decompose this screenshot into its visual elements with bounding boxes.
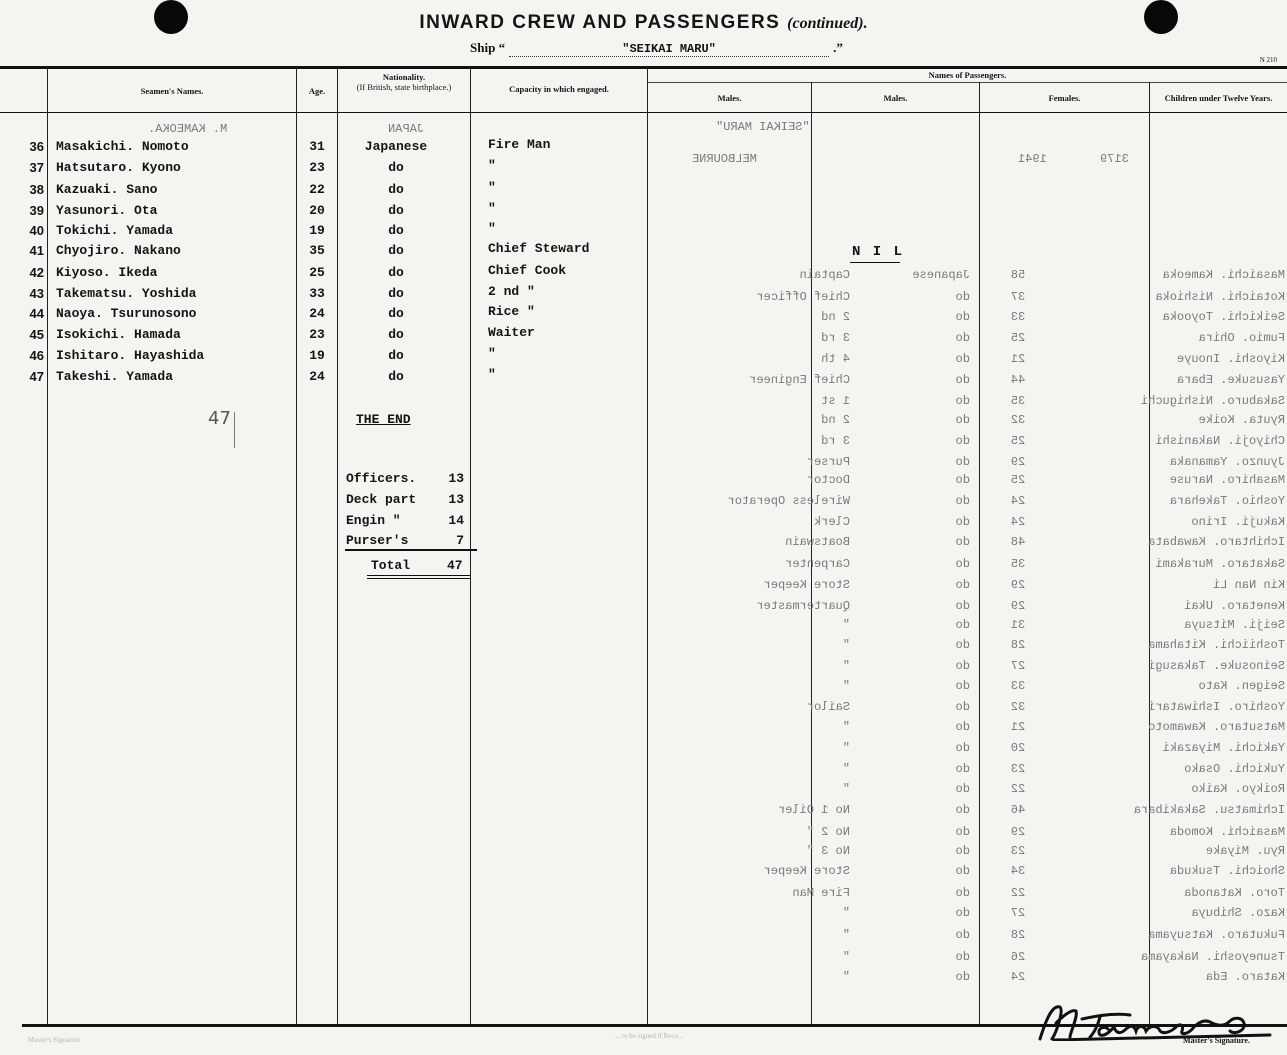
bleed-nat: do [955, 578, 970, 592]
bleed-nat: do [955, 720, 970, 734]
bleed-age: 46 [1010, 803, 1026, 817]
bleed-nat: do [955, 782, 970, 796]
bleed-capacity: Store Keeper [763, 864, 850, 878]
summary-value: 14 [448, 513, 464, 528]
header-age: Age. [308, 86, 326, 96]
bleed-capacity: Boatswain [785, 535, 850, 549]
bleed-age: 27 [1010, 659, 1026, 673]
bleed-top-left: M. KAMEOKA. [148, 122, 228, 136]
form-number: N 210 [1259, 56, 1277, 64]
bleed-capacity: Carpenter [785, 557, 850, 571]
col-divider-females [979, 82, 980, 1024]
bleed-age: 22 [1010, 886, 1026, 900]
bleed-capacity: 2 nd [821, 413, 850, 427]
bleed-age: 28 [1010, 928, 1026, 942]
bleed-age: 33 [1010, 679, 1026, 693]
crew-name: Chyojiro. Nakano [56, 243, 181, 258]
handwritten-note-text: 47 [208, 408, 231, 429]
bleed-name: Shoichi. Tsukuda [1169, 864, 1285, 878]
bleed-age: 58 [1010, 268, 1026, 282]
bleed-capacity: " [842, 928, 850, 942]
crew-capacity: 2 nd " [488, 284, 535, 299]
header-names: Seamen's Names. [140, 86, 204, 96]
bleed-capacity: Clerk [813, 515, 850, 529]
bleed-name: Yakichi. Miyazaki [1162, 741, 1285, 755]
bleed-capacity: 3 rd [821, 434, 850, 448]
bleed-nat: do [955, 928, 970, 942]
summary-value: 13 [448, 492, 464, 507]
total-value: 47 [447, 558, 463, 573]
signature-label: Master's Signature. [1183, 1036, 1250, 1045]
header-bottom-rule [0, 112, 1287, 113]
bleed-capacity: 2 nd [821, 310, 850, 324]
bleed-nat: do [955, 473, 970, 487]
bleed-age: 29 [1010, 599, 1026, 613]
crew-name: Takeshi. Yamada [56, 369, 174, 384]
bleed-age: 23 [1010, 762, 1026, 776]
bleed-age: 44 [1010, 373, 1026, 387]
crew-row-number: 42 [29, 265, 44, 280]
bleed-nat: do [955, 741, 970, 755]
bleed-capacity: 4 th [821, 352, 850, 366]
bleed-top-ship: "SEIKAI MARU" [716, 120, 810, 134]
bleed-age: 37 [1010, 290, 1026, 304]
bleed-age: 29 [1010, 455, 1026, 469]
crew-nationality: do [388, 223, 404, 238]
bleed-capacity: Doctor [806, 473, 850, 487]
crew-age: 25 [309, 265, 325, 280]
bleed-nat: do [955, 352, 970, 366]
crew-name: Isokichi. Hamada [56, 327, 181, 342]
bleed-nat: do [955, 618, 970, 632]
bleed-capacity: " [842, 970, 850, 984]
bleed-capacity: Purser [806, 455, 850, 469]
crew-age: 22 [309, 182, 325, 197]
bleed-age: 31 [1010, 618, 1026, 632]
bleed-capacity: " [842, 638, 850, 652]
crew-name: Naoya. Tsurunosono [56, 306, 197, 321]
bleed-nat: do [955, 762, 970, 776]
crew-row-number: 37 [29, 160, 44, 175]
summary-label: Purser's [346, 533, 409, 548]
bleed-nat: do [955, 434, 970, 448]
bleed-age: 35 [1010, 557, 1026, 571]
header-males-2: Males. [883, 93, 908, 103]
bleed-nat: do [955, 515, 970, 529]
bleed-name: Roikyo. Kaiko [1191, 782, 1285, 796]
bleed-name: Kakuji. Irino [1191, 515, 1285, 529]
bleed-nat: do [955, 557, 970, 571]
bleed-name: Kin Nan Li [1212, 578, 1285, 592]
summary-label: Officers. [346, 471, 417, 486]
the-end: THE END [356, 412, 411, 427]
bleed-age: 32 [1010, 700, 1026, 714]
header-passengers: Names of Passengers. [928, 70, 1007, 80]
crew-name: Takematsu. Yoshida [56, 286, 197, 301]
bleed-nat: do [955, 906, 970, 920]
header-children: Children under Twelve Years. [1164, 93, 1273, 103]
bleed-nat: do [955, 679, 970, 693]
bleed-name: Seinosuke. Takasugi [1148, 659, 1285, 673]
bleed-name: Masaichi. Komoda [1169, 825, 1285, 839]
crew-nationality: do [388, 160, 404, 175]
bleed-capacity: Quartermaster [756, 599, 850, 613]
bleed-nat: Japanese [912, 268, 970, 282]
crew-nationality: Japanese [364, 139, 428, 154]
bleed-name: Masahiro. Naruse [1169, 473, 1285, 487]
total-underline-1 [367, 575, 471, 576]
summary-value: 13 [448, 471, 464, 486]
bleed-capacity: Chief Officer [756, 290, 850, 304]
crew-name: Kiyoso. Ikeda [56, 265, 158, 280]
bleed-name: Seikichi. Toyooka [1162, 310, 1285, 324]
bleed-name: Seiji. Mitsuya [1184, 618, 1285, 632]
crew-nationality: do [388, 327, 404, 342]
crew-name: Hatsutaro. Kyono [56, 160, 181, 175]
col-divider-children [1149, 82, 1150, 1024]
bleed-top-nat: JAPAN [388, 122, 425, 136]
bleed-capacity: " [842, 782, 850, 796]
bleed-age: 48 [1010, 535, 1026, 549]
bleed-age: 25 [1010, 434, 1026, 448]
crew-age: 19 [309, 348, 325, 363]
crew-nationality: do [388, 203, 404, 218]
crew-nationality: do [388, 286, 404, 301]
bleed-name: Fumio. Ohira [1198, 331, 1285, 345]
crew-capacity: Waiter [488, 325, 535, 340]
crew-capacity: " [488, 180, 496, 195]
crew-capacity: Fire Man [488, 137, 551, 152]
bleed-name: Ichimatsu. Sakakibara [1133, 803, 1285, 817]
crew-capacity: " [488, 201, 496, 216]
col-divider-age [296, 68, 297, 1024]
total-underline-2 [367, 578, 471, 579]
ship-close-quote: .” [833, 40, 843, 55]
crew-row-number: 41 [29, 243, 44, 258]
summary-value: 7 [456, 533, 464, 548]
bleed-nat: do [955, 394, 970, 408]
crew-row-number: 46 [29, 348, 44, 363]
crew-age: 31 [309, 139, 325, 154]
bleed-name: Fukutaro. Katsuyama [1148, 928, 1285, 942]
bleed-age: 25 [1010, 331, 1026, 345]
bleed-capacity: Fire Man [792, 886, 850, 900]
bleed-capacity: " [842, 741, 850, 755]
bleed-number: 3179 [1100, 152, 1129, 166]
bleed-nat: do [955, 310, 970, 324]
crew-nationality: do [388, 348, 404, 363]
faint-footer-center: ... to be signed if Reco... [615, 1032, 684, 1040]
crew-row-number: 38 [29, 182, 44, 197]
bleed-age: 34 [1010, 864, 1026, 878]
bleed-age: 25 [1010, 473, 1026, 487]
crew-age: 19 [309, 223, 325, 238]
crew-row-number: 47 [29, 369, 44, 384]
bleed-name: Sakaburo. Nishiguchi [1140, 394, 1285, 408]
nil-marker: N I L [852, 244, 905, 260]
bleed-year: 1941 [1018, 152, 1047, 166]
crew-row-number: 44 [29, 306, 44, 321]
bleed-capacity: " [842, 720, 850, 734]
crew-row-number: 45 [29, 327, 44, 342]
bleed-age: 26 [1010, 950, 1026, 964]
header-nationality [338, 72, 470, 92]
crew-row-number: 36 [29, 139, 44, 154]
table-top-rule [0, 66, 1287, 69]
col-divider-nationality [337, 68, 338, 1024]
bleed-name: Kenetaro. Ukai [1184, 599, 1285, 613]
summary-label: Engin " [346, 513, 401, 528]
crew-age: 35 [309, 243, 325, 258]
crew-age: 24 [309, 306, 325, 321]
bleed-capacity: No 3 " [806, 844, 850, 858]
crew-row-number: 39 [29, 203, 44, 218]
bleed-name: Yasusuke. Ebara [1176, 373, 1285, 387]
bleed-capacity: " [842, 618, 850, 632]
total-label: Total [371, 558, 411, 573]
crew-name: Ishitaro. Hayashida [56, 348, 205, 363]
crew-capacity: " [488, 158, 496, 173]
passenger-subheader-rule [648, 82, 1287, 83]
bleed-name: Ryuta. Koike [1198, 413, 1285, 427]
crew-capacity: Chief Steward [488, 241, 590, 256]
bleed-age: 29 [1010, 578, 1026, 592]
col-divider-capacity [470, 68, 471, 1024]
crew-name: Tokichi. Yamada [56, 223, 174, 238]
header-capacity: Capacity in which engaged. [509, 84, 609, 94]
bleed-age: 22 [1010, 782, 1026, 796]
bleed-name: Matsutaro. Kawamoto [1148, 720, 1285, 734]
bleed-capacity: " [842, 906, 850, 920]
nil-underline [850, 262, 900, 263]
bleed-age: 20 [1010, 741, 1026, 755]
bleed-nat: do [955, 659, 970, 673]
bleed-nat: do [955, 638, 970, 652]
crew-nationality: do [388, 243, 404, 258]
bleed-capacity: No 1 Oiler [777, 803, 850, 817]
crew-age: 24 [309, 369, 325, 384]
bleed-nat: do [955, 413, 970, 427]
crew-capacity: Rice " [488, 304, 535, 319]
crew-nationality: do [388, 182, 404, 197]
bleed-name: Yoshio. Takehara [1169, 494, 1285, 508]
bleed-capacity: " [842, 950, 850, 964]
crew-capacity: " [488, 221, 496, 236]
summary-label: Deck part [346, 492, 417, 507]
ship-open-quote: “ [498, 40, 506, 55]
bleed-nat: do [955, 844, 970, 858]
bleed-age: 27 [1010, 906, 1026, 920]
ship-label: Ship [470, 40, 496, 55]
bleed-age: 35 [1010, 394, 1026, 408]
handwritten-note-stroke [234, 412, 235, 448]
bleed-capacity: Sailor [806, 700, 850, 714]
bleed-capacity: Captain [799, 268, 850, 282]
bleed-nat: do [955, 535, 970, 549]
crew-nationality: do [388, 265, 404, 280]
crew-nationality: do [388, 369, 404, 384]
col-divider-passengers [647, 68, 648, 1024]
bleed-name: Kiyoshi. Inouye [1176, 352, 1285, 366]
bleed-nat: do [955, 373, 970, 387]
bleed-nat: do [955, 825, 970, 839]
bleed-name: Seigen. Kato [1198, 679, 1285, 693]
bleed-name: Ichihtaro. Kawabata [1148, 535, 1285, 549]
bleed-age: 21 [1010, 352, 1026, 366]
bleed-age: 24 [1010, 494, 1026, 508]
bleed-age: 24 [1010, 515, 1026, 529]
title-main: INWARD CREW AND PASSENGERS [419, 12, 781, 33]
bleed-capacity: 1 st [821, 394, 850, 408]
header-nationality-note: (If British, state birthplace.) [356, 82, 452, 92]
bleed-name: Kazo. Shibuya [1191, 906, 1285, 920]
bleed-nat: do [955, 886, 970, 900]
col-divider-males2 [811, 82, 812, 1024]
bleed-nat: do [955, 803, 970, 817]
ship-line [470, 40, 843, 57]
bleed-age: 33 [1010, 310, 1026, 324]
handwritten-note [208, 408, 231, 429]
crew-age: 23 [309, 327, 325, 342]
bleed-capacity: Store Keeper [763, 578, 850, 592]
bleed-capacity: Wireless Operator [727, 494, 850, 508]
crew-age: 33 [309, 286, 325, 301]
bleed-nat: do [955, 700, 970, 714]
ship-name: "SEIKAI MARU" [509, 42, 829, 57]
bleed-name: Toro. Katanoda [1184, 886, 1285, 900]
crew-name: Masakichi. Nomoto [56, 139, 189, 154]
crew-capacity: " [488, 346, 496, 361]
crew-row-number: 43 [29, 286, 44, 301]
bleed-age: 28 [1010, 638, 1026, 652]
crew-name: Yasunori. Ota [56, 203, 158, 218]
bleed-name: Masaichi. Kameoka [1162, 268, 1285, 282]
bleed-nat: do [955, 599, 970, 613]
bleed-nat: do [955, 950, 970, 964]
bleed-age: 32 [1010, 413, 1026, 427]
bleed-capacity: Chief Engineer [749, 373, 850, 387]
bleed-capacity: 3 rd [821, 331, 850, 345]
bleed-name: Chiyoji. Nakanishi [1155, 434, 1285, 448]
bleed-age: 23 [1010, 844, 1026, 858]
bleed-name: Jyunzo. Yamanaka [1169, 455, 1285, 469]
bleed-nat: do [955, 290, 970, 304]
crew-age: 20 [309, 203, 325, 218]
crew-capacity: Chief Cook [488, 263, 567, 278]
bleed-name: Ryu. Miyake [1205, 844, 1285, 858]
bleed-nat: do [955, 455, 970, 469]
bleed-capacity: " [842, 659, 850, 673]
bleed-capacity: No 2 " [806, 825, 850, 839]
bleed-capacity: " [842, 762, 850, 776]
crew-name: Kazuaki. Sano [56, 182, 158, 197]
bleed-name: Yoshiro. Ishiwatari [1148, 700, 1285, 714]
bleed-nat: do [955, 970, 970, 984]
bleed-name: Tsuneyoshi. Nakayama [1140, 950, 1285, 964]
bleed-name: Yukichi. Osako [1184, 762, 1285, 776]
crew-row-number: 40 [29, 223, 44, 238]
header-females: Females. [1048, 93, 1081, 103]
bleed-name: Toshiichi. Kitahama [1148, 638, 1285, 652]
bleed-nat: do [955, 864, 970, 878]
faint-footer-left: Master's Signature [28, 1036, 81, 1044]
header-nationality-title: Nationality. [382, 72, 426, 82]
crew-capacity: " [488, 367, 496, 382]
bleed-capacity: " [842, 679, 850, 693]
crew-nationality: do [388, 306, 404, 321]
bleed-name: Kataro. Eda [1205, 970, 1285, 984]
bleed-name: Sakataro. Murakami [1155, 557, 1285, 571]
bleed-city: MELBOURNE [692, 152, 757, 166]
bleed-nat: do [955, 494, 970, 508]
bleed-nat: do [955, 331, 970, 345]
bleed-age: 24 [1010, 970, 1026, 984]
bleed-name: Kotaichi. Nishioka [1155, 290, 1285, 304]
col-divider-names [47, 68, 48, 1024]
summary-rule [345, 549, 477, 551]
bleed-age: 21 [1010, 720, 1026, 734]
header-males-1: Males. [717, 93, 742, 103]
page-title [0, 12, 1287, 34]
bleed-age: 29 [1010, 825, 1026, 839]
crew-age: 23 [309, 160, 325, 175]
title-continued: (continued). [787, 15, 868, 32]
